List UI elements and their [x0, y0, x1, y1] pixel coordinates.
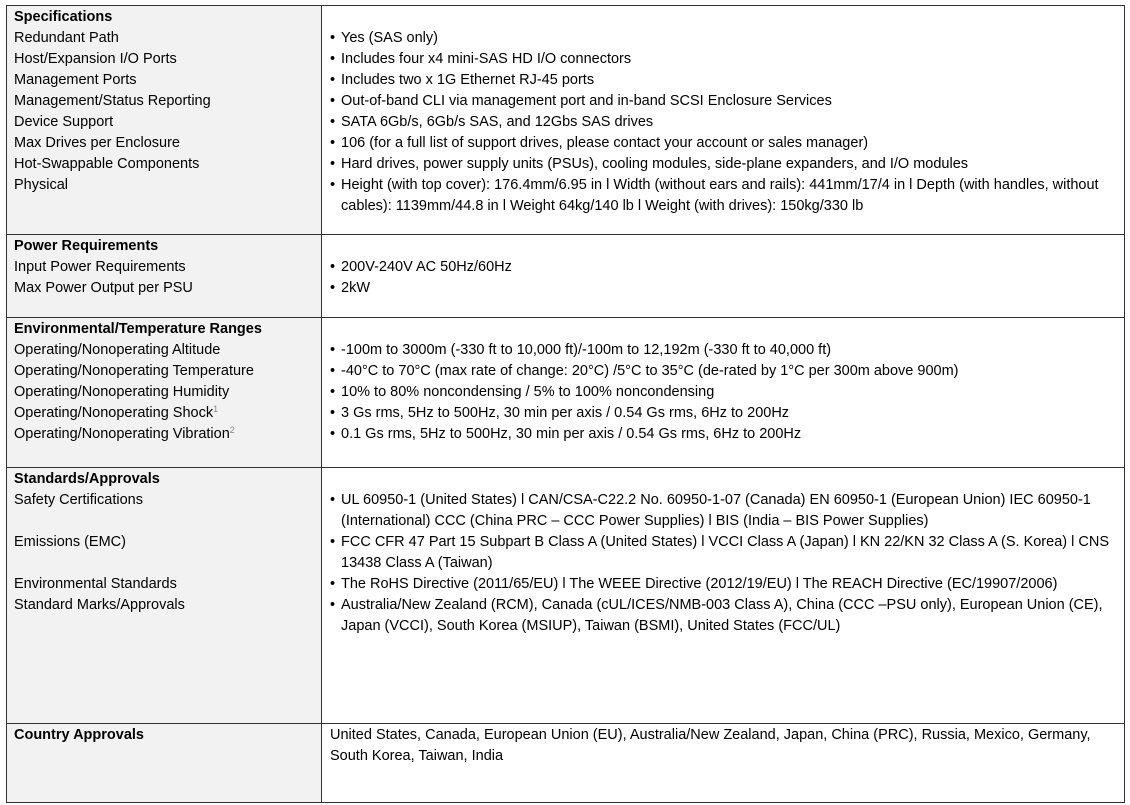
- bullet-icon: •: [330, 72, 336, 88]
- row-value: Hard drives, power supply units (PSUs), cooling modules, side-plane expanders, and I/O modules: [341, 156, 969, 172]
- row-label: Operating/Nonoperating Vibration: [14, 426, 230, 442]
- row-label: Management Ports: [14, 72, 137, 88]
- row-value: 3 Gs rms, 5Hz to 500Hz, 30 min per axis / 0.54 Gs rms, 6Hz to 200Hz: [341, 405, 790, 421]
- section-value-cell: [322, 235, 1125, 318]
- row-label: Emissions (EMC): [14, 534, 126, 550]
- bullet-icon: •: [330, 492, 336, 508]
- bullet-icon: •: [330, 534, 336, 550]
- bullet-icon: •: [330, 426, 336, 442]
- row-label: Standard Marks/Approvals: [14, 597, 185, 613]
- row-label: Device Support: [14, 114, 114, 130]
- bullet-icon: •: [330, 177, 336, 193]
- row-value: UL 60950-1 (United States) l CAN/CSA-C22.2 No. 60950-1-07 (Canada) EN 60950-1 (European Union) IEC 60950-1 (International) CCC (China PRC – CCC Power Supplies) l BIS (India – BIS Power Supplies): [341, 492, 1091, 529]
- bullet-icon: •: [330, 576, 336, 592]
- bullet-icon: •: [330, 156, 336, 172]
- row-label: Input Power Requirements: [14, 259, 186, 275]
- value-item: [330, 154, 1124, 175]
- section-heading: Power Requirements: [14, 238, 159, 254]
- spacer: [330, 319, 1124, 340]
- row-value: Includes two x 1G Ethernet RJ-45 ports: [341, 72, 595, 88]
- value-item: [330, 424, 1124, 445]
- footnote-marker: 2: [229, 425, 235, 435]
- bullet-icon: •: [330, 597, 336, 613]
- value-item: [330, 595, 1124, 637]
- section-specifications: [7, 6, 1125, 235]
- value-item: [330, 490, 1124, 532]
- row-value: 106 (for a full list of support drives, please contact your account or sales manager): [341, 135, 869, 151]
- spacer: [330, 7, 1124, 28]
- section-heading: Country Approvals: [14, 727, 144, 743]
- row-label: Redundant Path: [14, 30, 119, 46]
- row-label: Operating/Nonoperating Altitude: [14, 342, 221, 358]
- row-value: -100m to 3000m (-330 ft to 10,000 ft)/-100m to 12,192m (-330 ft to 40,000 ft): [341, 342, 832, 358]
- row-value: The RoHS Directive (2011/65/EU) l The WEEE Directive (2012/19/EU) l The REACH Directive (EC/19907/2006): [341, 576, 1058, 592]
- row-label: Max Drives per Enclosure: [14, 135, 180, 151]
- value-item: [330, 361, 1124, 382]
- row-value: Out-of-band CLI via management port and in-band SCSI Enclosure Services: [341, 93, 832, 109]
- row-label: Host/Expansion I/O Ports: [14, 51, 177, 67]
- row-value: 2kW: [341, 280, 370, 296]
- bullet-icon: •: [330, 93, 336, 109]
- row-value: -40°C to 70°C (max rate of change: 20°C) /5°C to 35°C (de-rated by 1°C per 300m above 900m): [341, 363, 959, 379]
- bullet-icon: •: [330, 114, 336, 130]
- spec-sheet: [6, 5, 1125, 803]
- spacer: [14, 511, 321, 532]
- spacer: [330, 236, 1124, 257]
- row-label-with-footnote: [14, 424, 321, 445]
- row-label: Operating/Nonoperating Temperature: [14, 363, 254, 379]
- bullet-icon: •: [330, 280, 336, 296]
- row-label: Operating/Nonoperating Humidity: [14, 384, 230, 400]
- bullet-icon: •: [330, 259, 336, 275]
- section-label-cell: [7, 318, 322, 468]
- value-item: [330, 340, 1124, 361]
- section-value-cell: [322, 468, 1125, 724]
- section-standards: [7, 468, 1125, 724]
- section-value-cell: [322, 318, 1125, 468]
- row-value: Yes (SAS only): [341, 30, 438, 46]
- bullet-icon: •: [330, 342, 336, 358]
- value-item: [330, 532, 1124, 574]
- value-item: [330, 278, 1124, 299]
- spec-table: [6, 5, 1125, 803]
- footnote-marker: 1: [213, 404, 219, 414]
- country-approvals-value: United States, Canada, European Union (EU), Australia/New Zealand, Japan, China (PRC), Russia, Mexico, Germany, South Korea, Taiwan, India: [330, 727, 1091, 764]
- value-item: [330, 133, 1124, 154]
- section-label-cell: [7, 6, 322, 235]
- section-environmental: [7, 318, 1125, 468]
- section-power: [7, 235, 1125, 318]
- value-item: [330, 49, 1124, 70]
- bullet-icon: •: [330, 135, 336, 151]
- section-country-approvals: [7, 724, 1125, 803]
- value-item: [330, 574, 1124, 595]
- row-value: SATA 6Gb/s, 6Gb/s SAS, and 12Gbs SAS drives: [341, 114, 654, 130]
- value-item: [330, 403, 1124, 424]
- section-heading: Standards/Approvals: [14, 471, 160, 487]
- row-label: Hot-Swappable Components: [14, 156, 200, 172]
- row-value: Includes four x4 mini-SAS HD I/O connectors: [341, 51, 632, 67]
- value-item: [330, 70, 1124, 91]
- section-value-cell: [322, 724, 1125, 803]
- section-label-cell: [7, 724, 322, 803]
- row-label: Physical: [14, 177, 68, 193]
- row-label: Management/Status Reporting: [14, 93, 211, 109]
- bullet-icon: •: [330, 363, 336, 379]
- section-label-cell: [7, 468, 322, 724]
- spacer: [330, 469, 1124, 490]
- section-value-cell: [322, 6, 1125, 235]
- row-label-with-footnote: [14, 403, 321, 424]
- value-item: [330, 91, 1124, 112]
- section-heading: Specifications: [14, 9, 113, 25]
- row-value: 10% to 80% noncondensing / 5% to 100% noncondensing: [341, 384, 715, 400]
- value-item: [330, 112, 1124, 133]
- section-heading: Environmental/Temperature Ranges: [14, 321, 262, 337]
- value-item: [330, 28, 1124, 49]
- spacer: [14, 553, 321, 574]
- row-value: 200V-240V AC 50Hz/60Hz: [341, 259, 512, 275]
- row-value: 0.1 Gs rms, 5Hz to 500Hz, 30 min per axis / 0.54 Gs rms, 6Hz to 200Hz: [341, 426, 802, 442]
- row-label: Max Power Output per PSU: [14, 280, 193, 296]
- row-label: Operating/Nonoperating Shock: [14, 405, 214, 421]
- value-item: [330, 257, 1124, 278]
- section-label-cell: [7, 235, 322, 318]
- bullet-icon: •: [330, 384, 336, 400]
- row-value: Australia/New Zealand (RCM), Canada (cUL/ICES/NMB-003 Class A), China (CCC –PSU only), European Union (CE), Japan (VCCI), South Korea (MSIUP), Taiwan (BSMI), United States (FCC/UL): [341, 597, 1103, 634]
- bullet-icon: •: [330, 51, 336, 67]
- value-item: [330, 175, 1124, 217]
- row-label: Safety Certifications: [14, 492, 143, 508]
- row-value: Height (with top cover): 176.4mm/6.95 in l Width (without ears and rails): 441mm/17/4 in l Depth (with handles, without cables): 1139mm/44.8 in l Weight 64kg/140 lb l Weight (with drives): 150kg/330 lb: [341, 177, 1099, 214]
- row-value: FCC CFR 47 Part 15 Subpart B Class A (United States) l VCCI Class A (Japan) l KN 22/KN 32 Class A (S. Korea) l CNS 13438 Class A (Taiwan): [341, 534, 1109, 571]
- bullet-icon: •: [330, 405, 336, 421]
- value-item: [330, 382, 1124, 403]
- bullet-icon: •: [330, 30, 336, 46]
- row-label: Environmental Standards: [14, 576, 177, 592]
